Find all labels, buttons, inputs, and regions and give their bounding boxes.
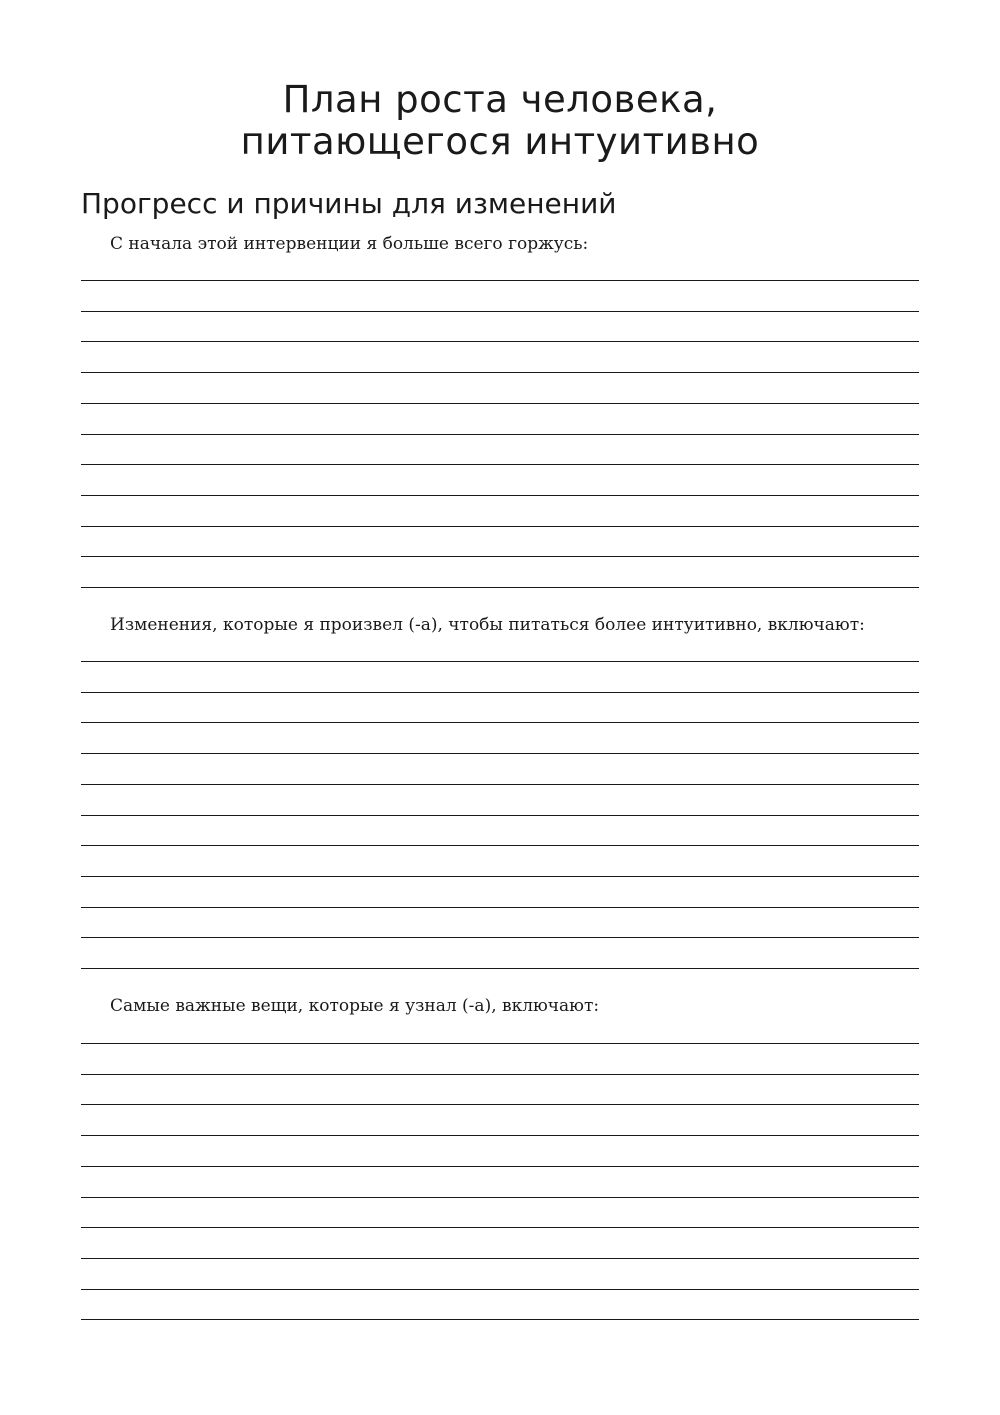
- answer-line: [81, 1043, 919, 1044]
- answer-line: [81, 876, 919, 877]
- answer-line: [81, 464, 919, 465]
- answer-line: [81, 280, 919, 281]
- answer-line: [81, 753, 919, 754]
- prompt-important-learnings: Самые важные вещи, которые я узнал (-а), включают:: [110, 996, 600, 1016]
- answer-line: [81, 845, 919, 846]
- answer-line: [81, 968, 919, 969]
- answer-line: [81, 587, 919, 588]
- answer-line: [81, 907, 919, 908]
- answer-line: [81, 1289, 919, 1290]
- answer-line: [81, 495, 919, 496]
- prompt-proud-of: С начала этой интервенции я больше всего горжусь:: [110, 234, 589, 254]
- answer-line: [81, 784, 919, 785]
- answer-line: [81, 1104, 919, 1105]
- answer-line: [81, 556, 919, 557]
- section-heading: Прогресс и причины для изменений: [81, 187, 617, 220]
- prompt-changes-made: Изменения, которые я произвел (-а), чтобы питаться более интуитивно, включают:: [110, 615, 865, 635]
- answer-line: [81, 1135, 919, 1136]
- answer-line: [81, 692, 919, 693]
- answer-line: [81, 815, 919, 816]
- page-title-line-2: питающегося интуитивно: [240, 120, 760, 163]
- answer-line: [81, 341, 919, 342]
- page-title-line-1: План роста человека,: [282, 78, 718, 121]
- answer-line: [81, 372, 919, 373]
- answer-line: [81, 526, 919, 527]
- answer-line: [81, 1197, 919, 1198]
- answer-line: [81, 1258, 919, 1259]
- answer-line: [81, 311, 919, 312]
- answer-line: [81, 1166, 919, 1167]
- answer-line: [81, 434, 919, 435]
- answer-line: [81, 403, 919, 404]
- answer-line: [81, 1074, 919, 1075]
- answer-line: [81, 661, 919, 662]
- answer-line: [81, 937, 919, 938]
- answer-line: [81, 1227, 919, 1228]
- answer-line: [81, 1319, 919, 1320]
- answer-line: [81, 722, 919, 723]
